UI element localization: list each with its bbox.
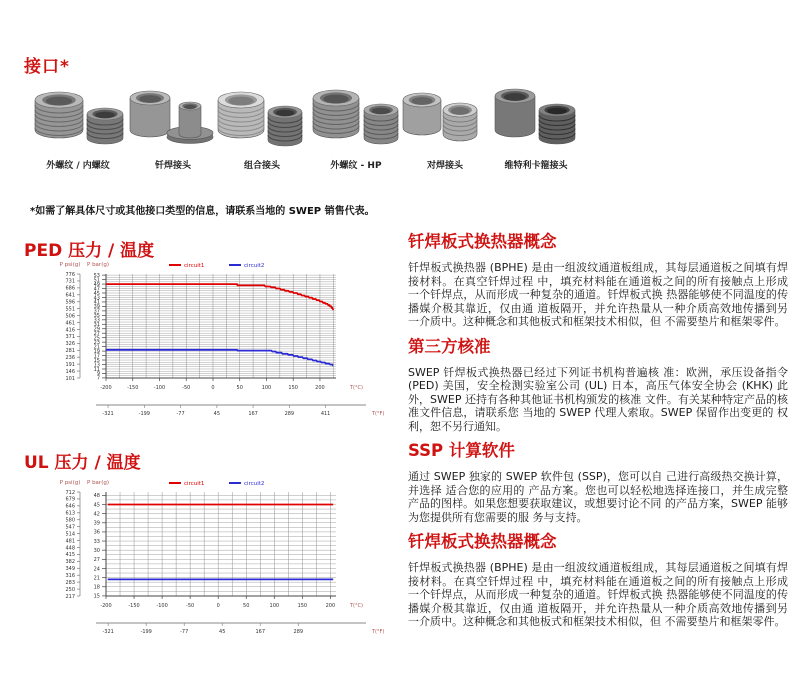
svg-text:27: 27 <box>93 557 100 564</box>
svg-text:P bar(g): P bar(g) <box>87 480 109 486</box>
svg-text:36: 36 <box>93 529 100 536</box>
svg-text:641: 641 <box>65 292 75 299</box>
svg-text:7: 7 <box>96 375 100 382</box>
fitting-label: 维特利卡箍接头 <box>504 161 568 171</box>
svg-text:P psi(g): P psi(g) <box>59 480 81 486</box>
svg-text:43: 43 <box>93 295 100 302</box>
section-body-3: 通过 SWEP 独家的 SWEP 软件包 (SSP)，您可以自 己进行高级热交换计算，并选择 适合您的应用的 产品方案。您也可以轻松地选择连接口，并生成完整 产品的图样。如果您想要获取建议，或想要讨论不同 的产品方案，SWEP 能够为您提供所有您需要的服 务与支持。 <box>408 470 788 524</box>
svg-text:-77: -77 <box>180 629 189 635</box>
svg-text:25: 25 <box>93 335 100 342</box>
svg-text:T(°C): T(°C) <box>350 385 363 391</box>
svg-text:289: 289 <box>293 629 304 635</box>
text-sections <box>408 232 788 637</box>
svg-text:15: 15 <box>93 357 100 364</box>
section-title-1: 钎焊板式换热器概念 <box>408 232 557 251</box>
svg-text:19: 19 <box>93 348 100 355</box>
svg-text:289: 289 <box>284 411 295 417</box>
svg-text:191: 191 <box>65 361 75 368</box>
svg-text:686: 686 <box>65 285 75 292</box>
svg-text:250: 250 <box>65 586 75 593</box>
svg-text:15: 15 <box>93 593 100 600</box>
fitting-item-1 <box>26 84 130 171</box>
svg-text:39: 39 <box>93 520 100 527</box>
svg-text:0: 0 <box>216 603 220 609</box>
svg-text:21: 21 <box>93 344 100 351</box>
section-body-2: SWEP 钎焊板式换热器已经过下列证书机构普遍核 准：欧洲，承压设备指令 (PED) 美国，安全检测实验室公司 (UL) 日本，高压气体安全协会 (KHK) 此外，SWEP 还持有各种其他证书机构颁发的核准 文件。有关某种特定产品的核准文件信息，请联系您 当地的 SWEP 代理人索取。SWEP 保留作出变更的 权利，恕不另行通知。 <box>408 365 788 433</box>
svg-text:371: 371 <box>65 334 75 341</box>
svg-text:39: 39 <box>93 304 100 311</box>
svg-text:-200: -200 <box>100 385 112 391</box>
svg-text:29: 29 <box>93 326 100 333</box>
fitting-label: 对焊接头 <box>426 161 463 171</box>
svg-text:50: 50 <box>243 603 250 609</box>
fitting-illustration <box>215 84 310 152</box>
svg-text:461: 461 <box>65 320 75 327</box>
svg-text:712: 712 <box>65 489 75 496</box>
svg-text:100: 100 <box>261 385 272 391</box>
svg-text:547: 547 <box>65 524 75 531</box>
pressure-temperature-plot <box>36 258 398 436</box>
fitting-item-6 <box>486 84 586 171</box>
section-title-3: SSP 计算软件 <box>408 441 515 460</box>
svg-text:-100: -100 <box>156 603 168 609</box>
svg-text:P psi(g): P psi(g) <box>59 262 81 268</box>
fitting-label: 外螺纹 / 内螺纹 <box>46 161 110 171</box>
ped-chart-title: PED 压力 / 温度 <box>24 241 155 261</box>
connections-title: 接口* <box>24 57 70 77</box>
section-body-4: 钎焊板式换热器 (BPHE) 是由一组波纹通道板组成，其每层通道板之间填有焊接材料。在真空钎焊过程 中，填充材料能在通道板之间的所有接触点上形成 一个钎焊点，从而形成一种复杂的通道。钎焊板式换 热器能够使不同温度的传播媒介极其靠近，仅由通 道板隔开，并允许热量从一种介质高效地传播到另 一介质中。这种概念和其他板式和框架技术相似，但 不需要垫片和框架零件。 <box>408 561 788 628</box>
svg-text:551: 551 <box>65 306 75 313</box>
svg-text:33: 33 <box>93 317 100 324</box>
svg-text:50: 50 <box>236 385 243 391</box>
svg-text:circuit2: circuit2 <box>244 481 265 487</box>
svg-text:506: 506 <box>65 313 75 320</box>
svg-text:35: 35 <box>93 313 100 320</box>
svg-text:-321: -321 <box>102 629 114 635</box>
svg-text:-50: -50 <box>182 385 191 391</box>
svg-text:580: 580 <box>65 517 75 524</box>
svg-text:596: 596 <box>65 299 75 306</box>
svg-text:167: 167 <box>248 411 258 417</box>
svg-text:101: 101 <box>65 375 75 382</box>
svg-text:481: 481 <box>65 538 75 545</box>
svg-text:47: 47 <box>93 286 100 293</box>
svg-text:146: 146 <box>65 368 75 375</box>
svg-text:45: 45 <box>93 502 100 509</box>
fitting-illustration <box>126 84 221 152</box>
svg-text:679: 679 <box>65 496 75 503</box>
svg-text:326: 326 <box>65 341 75 348</box>
svg-text:17: 17 <box>93 353 100 360</box>
svg-text:circuit2: circuit2 <box>244 263 265 269</box>
svg-text:48: 48 <box>93 493 100 500</box>
svg-text:-199: -199 <box>140 629 152 635</box>
svg-text:T(°F): T(°F) <box>372 411 385 417</box>
svg-text:200: 200 <box>325 603 336 609</box>
fitting-label: 组合接头 <box>243 161 280 171</box>
fitting-label: 钎焊接头 <box>154 161 191 171</box>
svg-text:-100: -100 <box>153 385 166 391</box>
svg-text:283: 283 <box>65 579 75 586</box>
svg-text:150: 150 <box>297 603 308 609</box>
svg-text:33: 33 <box>93 538 100 545</box>
svg-text:316: 316 <box>65 573 75 579</box>
svg-text:-150: -150 <box>127 385 139 391</box>
svg-text:-150: -150 <box>128 603 140 609</box>
svg-text:448: 448 <box>65 545 75 552</box>
fitting-item-5 <box>404 84 486 171</box>
svg-text:-321: -321 <box>102 411 114 417</box>
ped-pressure-temperature-chart <box>36 258 398 440</box>
pressure-temperature-plot <box>36 476 398 654</box>
svg-text:200: 200 <box>315 385 325 391</box>
fittings-row <box>26 84 586 171</box>
svg-text:41: 41 <box>93 299 100 306</box>
svg-text:P bar(g): P bar(g) <box>87 262 109 268</box>
svg-text:281: 281 <box>65 348 75 355</box>
svg-text:411: 411 <box>320 411 331 417</box>
fitting-label: 外螺纹 - HP <box>330 161 382 171</box>
svg-text:416: 416 <box>65 327 75 334</box>
svg-text:349: 349 <box>65 566 75 573</box>
svg-text:51: 51 <box>93 277 100 284</box>
fitting-illustration <box>31 84 126 152</box>
svg-text:18: 18 <box>93 584 100 591</box>
fitting-item-3 <box>216 84 308 171</box>
fitting-item-4 <box>308 84 404 171</box>
svg-text:415: 415 <box>65 552 75 559</box>
svg-text:23: 23 <box>93 339 100 346</box>
fitting-illustration <box>398 84 493 152</box>
svg-text:31: 31 <box>93 322 100 329</box>
fitting-item-2 <box>130 84 216 171</box>
svg-text:646: 646 <box>65 503 75 510</box>
svg-text:613: 613 <box>65 510 75 517</box>
connections-footnote: *如需了解具体尺寸或其他接口类型的信息，请联系当地的 SWEP 销售代表。 <box>30 206 375 217</box>
svg-text:30: 30 <box>93 547 100 554</box>
section-title-4: 钎焊板式换热器概念 <box>408 532 557 551</box>
fitting-illustration <box>309 84 404 152</box>
svg-text:100: 100 <box>269 603 280 609</box>
section-body-1: 钎焊板式换热器 (BPHE) 是由一组波纹通道板组成，其每层通道板之间填有焊接材料。在真空钎焊过程 中，填充材料能在通道板之间的所有接触点上形成 一个钎焊点，从而形成一种复杂的通道。钎焊板式换 热器能够使不同温度的传播媒介极其靠近，仅由通 道板隔开，并允许热量从一种介质高效地传播到另 一介质中。这种概念和其他板式和框架技术相似，但 不需要垫片和框架零件。 <box>408 261 788 328</box>
svg-text:217: 217 <box>65 593 75 600</box>
svg-text:37: 37 <box>93 308 100 315</box>
svg-text:-200: -200 <box>100 603 112 609</box>
svg-text:167: 167 <box>255 629 266 635</box>
svg-text:24: 24 <box>93 566 100 573</box>
svg-text:11: 11 <box>93 366 100 373</box>
svg-text:-50: -50 <box>186 603 195 609</box>
svg-text:382: 382 <box>65 559 75 566</box>
svg-text:776: 776 <box>65 271 75 278</box>
svg-text:0: 0 <box>211 385 215 391</box>
svg-text:-199: -199 <box>138 411 151 417</box>
svg-text:45: 45 <box>213 411 221 417</box>
svg-text:514: 514 <box>65 531 75 538</box>
svg-text:49: 49 <box>93 281 100 288</box>
svg-text:-77: -77 <box>176 411 185 417</box>
ul-pressure-temperature-chart <box>36 476 398 658</box>
svg-text:circuit1: circuit1 <box>184 263 205 269</box>
svg-text:T(°F): T(°F) <box>372 629 385 635</box>
fitting-illustration <box>489 84 584 152</box>
svg-text:27: 27 <box>93 331 100 338</box>
ul-chart-title: UL 压力 / 温度 <box>24 453 141 473</box>
section-title-2: 第三方核准 <box>408 336 491 356</box>
svg-text:45: 45 <box>93 290 100 297</box>
svg-text:45: 45 <box>219 629 226 635</box>
svg-text:731: 731 <box>65 278 75 285</box>
svg-text:9: 9 <box>96 371 100 378</box>
svg-text:53: 53 <box>93 272 100 279</box>
svg-text:42: 42 <box>93 511 100 518</box>
svg-text:150: 150 <box>288 385 298 391</box>
svg-text:T(°C): T(°C) <box>350 603 363 609</box>
svg-text:21: 21 <box>93 575 100 582</box>
svg-text:13: 13 <box>93 362 100 369</box>
svg-text:236: 236 <box>65 355 75 361</box>
svg-text:circuit1: circuit1 <box>184 481 205 487</box>
